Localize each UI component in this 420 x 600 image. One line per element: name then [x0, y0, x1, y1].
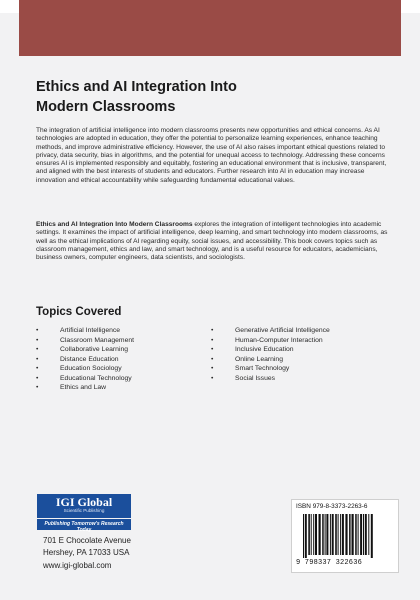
bullet-icon: • — [36, 327, 39, 334]
bullet-icon: • — [211, 346, 214, 353]
bullet-icon: • — [36, 336, 39, 344]
publisher-logo — [37, 494, 131, 533]
bullet-icon: • — [211, 365, 214, 372]
barcode-number: 9 798337 322636 — [296, 559, 363, 567]
publisher-website: www.igi-global.com — [43, 561, 112, 570]
address-street: 701 E Chocolate Avenue — [43, 536, 131, 545]
bullet-icon: • — [36, 374, 39, 382]
book-title — [36, 77, 376, 117]
title-line-1: Ethics and AI Integration Into — [36, 79, 237, 95]
title-line-2: Modern Classrooms — [36, 99, 176, 115]
logo-main-block — [37, 494, 131, 518]
logo-tagline-bar — [37, 519, 131, 533]
bullet-icon: • — [211, 336, 214, 344]
bullet-icon: • — [36, 355, 39, 363]
barcode-icon — [302, 514, 390, 558]
barcode-box — [291, 499, 399, 573]
address-city: Hershey, PA 17033 USA — [43, 548, 130, 557]
isbn-label: ISBN 979-8-3373-2263-6 — [296, 503, 368, 510]
topics-heading: Topics Covered — [36, 306, 122, 318]
accent-color-block — [19, 0, 401, 56]
logo-subtitle: Scientific Publishing — [63, 508, 105, 513]
bullet-icon: • — [36, 384, 39, 391]
bullet-icon: • — [211, 327, 214, 334]
logo-name: IGI Global — [55, 495, 113, 509]
paragraph-2-bold-title: Ethics and AI Integration Into Modern Classrooms — [36, 221, 193, 228]
bullet-icon: • — [211, 374, 214, 382]
bullet-icon: • — [36, 365, 39, 372]
bullet-icon: • — [36, 346, 39, 353]
bullet-icon: • — [211, 355, 214, 363]
description-paragraph-1: The integration of artificial intelligence into modern classrooms presents new opportunities and ethical concerns. As AI technologies are adopted in education, they offer the potential to personalize learning experiences, enhance teaching methods, and improve administrative efficiency. However, the use of AI also raises important ethical questions related to privacy, data security, bias in algorithms, and the potential for unequal access to technology. Addressing these concerns ensures AI is implemented responsibly and equitably, fostering an educational environment that is inclusive, transparent, and aligned with the best interests of students and educators. Further research into AI in education may increase innovation and ethical accountability while safeguarding fundamental educational values. — [36, 127, 387, 184]
description-paragraph-2 — [36, 221, 388, 262]
logo-tagline: Publishing Tomorrow's Research Today — [44, 521, 124, 533]
paragraph-2-text: explores the integration of intelligent technologies into academic settings. It examines the impact of artificial intelligence, deep learning, and smart technology into modern classrooms, as well as the ethical implications of AI regarding equity, social issues, and accessibility. This book covers topics such as classroom management, ethics and law, and smart technology, and is a useful resource for educators, academicians, business owners, computer engineers, data scientists, and sociologists. — [36, 221, 388, 262]
back-cover: Ethics and AI Integration Into Modern Classrooms The integration of artificial intelligence into modern classrooms presents new opportunities and ethical concerns. As AI technologies are adopted in education, they offer the potential to personalize learning experiences, enhance teaching methods, and improve administrative efficiency. However, the use of AI also raises important ethical questions related to privacy, data security, bias in algorithms, and the potential for unequal access to technology. Addressing these concerns ensures AI is implemented responsibly and equitably, fostering an educational environment that is inclusive, transparent, and aligned with the best interests of students and educators. Further research into AI in education may increase innovation and ethical accountability while safeguarding fundamental educational values. Ethics and AI Integration Into Modern Classrooms explores the integration of intelligent technologies into academic settings. It examines the impact of artificial intelligence, deep learning, and smart technology into modern classrooms, as well as the ethical implications of AI regarding equity, social issues, and accessibility. This book covers topics such as classroom management, ethics and law, and smart technology, and is a useful resource for educators, academicians, business owners, computer engineers, data scientists, and sociologists. Topics Covered • Artificial Intelligence • Classroom Management • Collaborative Learning • Distance Education • Education Sociology • Educational Technology • Ethics and Law • Generative Artificial Intelligence • Human-Computer Interaction • Inclusive Education • Online Learning • Smart Technology • Social Issues IGI Global Scientific Publishing Publishing Tomorrow's Research Today 701 E Chocolate Avenue Hershey, PA 17033 USA www.igi-global.com ISBN 979-8-3373-2263-6 9 798337 322636 — [0, 0, 420, 600]
